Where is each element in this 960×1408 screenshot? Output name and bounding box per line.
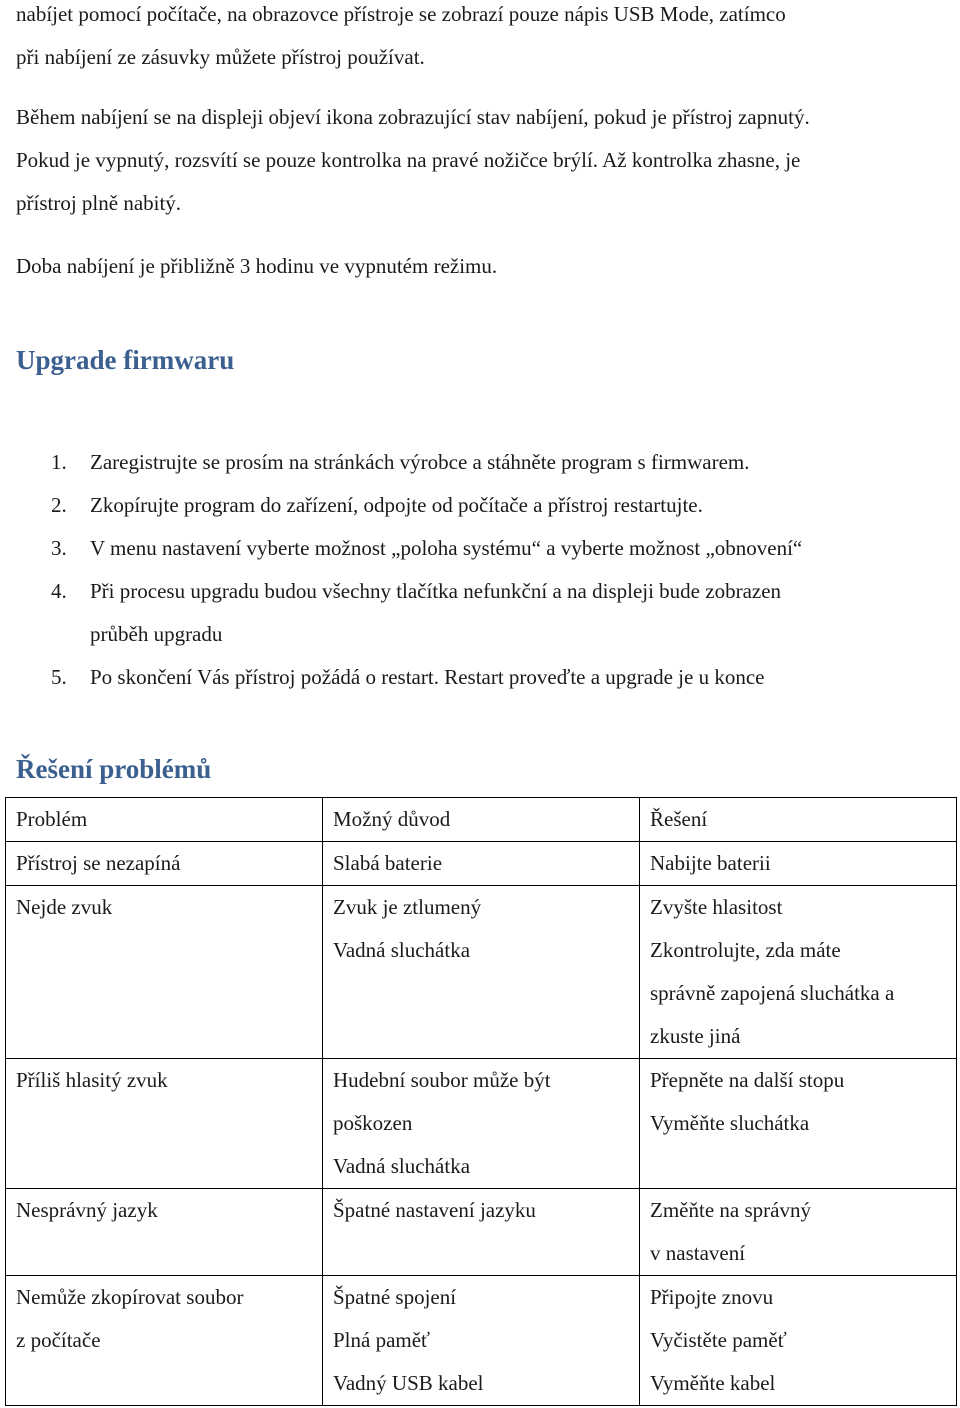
cell-line: v nastavení — [650, 1241, 746, 1265]
table-row — [6, 842, 957, 886]
cell-line: Připojte znovu — [650, 1285, 774, 1309]
step-number: 4. — [51, 579, 67, 603]
step-number: 3. — [51, 536, 67, 560]
firmware-step — [0, 441, 940, 484]
intro-line-1: nabíjet pomocí počítače, na obrazovce přístroje se zobrazí pouze nápis USB Mode, zatímco — [16, 2, 786, 26]
cell-line: Nabijte baterii — [650, 851, 771, 875]
step-text: Po skončení Vás přístroj požádá o restart. Restart proveďte a upgrade je u konce — [90, 665, 765, 689]
cell-line: Přístroj se nezapíná — [16, 851, 181, 875]
cell-line: Vadný USB kabel — [333, 1371, 484, 1395]
solution-cell — [640, 1276, 957, 1406]
cell-line: Zkontrolujte, zda máte — [650, 938, 841, 962]
solution-cell — [640, 842, 957, 886]
charging-paragraph — [16, 96, 946, 225]
cause-cell — [323, 1189, 640, 1276]
cell-line: Změňte na správný — [650, 1198, 811, 1222]
table-row — [6, 1059, 957, 1189]
step-text: V menu nastavení vyberte možnost „poloha systému“ a vyberte možnost „obnovení“ — [90, 536, 803, 560]
solution-cell — [640, 1059, 957, 1189]
cell-line: Vadná sluchátka — [333, 938, 471, 962]
problem-cell — [6, 842, 323, 886]
firmware-step — [0, 527, 940, 570]
cell-line: poškozen — [333, 1111, 413, 1135]
cause-cell — [323, 842, 640, 886]
cell-line: Přepněte na další stopu — [650, 1068, 845, 1092]
cause-cell — [323, 1059, 640, 1189]
solution-cell — [640, 886, 957, 1059]
cell-line: Zvyšte hlasitost — [650, 895, 783, 919]
problem-cell — [6, 1276, 323, 1406]
charging-line-2: Pokud je vypnutý, rozsvítí se pouze kontrolka na pravé nožičce brýlí. Až kontrolka zhasne, je — [16, 148, 801, 172]
cause-cell — [323, 886, 640, 1059]
step-text: Zkopírujte program do zařízení, odpojte od počítače a přístroj restartujte. — [90, 493, 703, 517]
step-text: Zaregistrujte se prosím na stránkách výrobce a stáhněte program s firmwarem. — [90, 450, 750, 474]
cause-cell — [323, 1276, 640, 1406]
cell-line: Vadná sluchátka — [333, 1154, 471, 1178]
cell-line: Nejde zvuk — [16, 895, 113, 919]
column-header-problem: Problém — [6, 798, 323, 842]
problem-cell — [6, 886, 323, 1059]
cell-line: Vyměňte sluchátka — [650, 1111, 810, 1135]
cell-line: zkuste jiná — [650, 1024, 741, 1048]
table-row — [6, 1276, 957, 1406]
firmware-heading: Upgrade firmwaru — [16, 345, 235, 375]
column-header-cause: Možný důvod — [323, 798, 640, 842]
cell-line: Slabá baterie — [333, 851, 443, 875]
firmware-steps — [0, 441, 940, 699]
cell-line: Příliš hlasitý zvuk — [16, 1068, 168, 1092]
cell-line: Špatné spojení — [333, 1285, 457, 1309]
cell-line: Hudební soubor může být — [333, 1068, 551, 1092]
cell-line: Plná paměť — [333, 1328, 431, 1352]
cell-line: Špatné nastavení jazyku — [333, 1198, 536, 1222]
charging-line-1: Během nabíjení se na displeji objeví ikona zobrazující stav nabíjení, pokud je přístroj zapnutý. — [16, 105, 810, 129]
firmware-step — [0, 570, 940, 656]
cell-line: Zvuk je ztlumený — [333, 895, 482, 919]
solution-cell — [640, 1189, 957, 1276]
cell-line: Nesprávný jazyk — [16, 1198, 158, 1222]
cell-line: správně zapojená sluchátka a — [650, 981, 895, 1005]
step-number: 5. — [51, 665, 67, 689]
troubleshooting-table — [5, 797, 957, 1406]
intro-paragraph — [16, 0, 946, 79]
cell-line: Nemůže zkopírovat soubor — [16, 1285, 244, 1309]
troubleshooting-heading: Řešení problémů — [16, 754, 212, 784]
firmware-step — [0, 484, 940, 527]
intro-line-2: při nabíjení ze zásuvky můžete přístroj používat. — [16, 45, 425, 69]
column-header-solution: Řešení — [640, 798, 957, 842]
step-text: Při procesu upgradu budou všechny tlačítka nefunkční a na displeji bude zobrazen — [90, 579, 782, 603]
cell-line: Vyčistěte paměť — [650, 1328, 787, 1352]
table-header-row — [6, 798, 957, 842]
duration-paragraph: Doba nabíjení je přibližně 3 hodinu ve vypnutém režimu. — [16, 254, 498, 278]
step-number: 1. — [51, 450, 67, 474]
cell-line: z počítače — [16, 1328, 101, 1352]
firmware-step — [0, 656, 940, 699]
charging-line-3: přístroj plně nabitý. — [16, 191, 182, 215]
problem-cell — [6, 1059, 323, 1189]
step-text-continuation: průběh upgradu — [90, 622, 223, 646]
table-row — [6, 1189, 957, 1276]
step-number: 2. — [51, 493, 67, 517]
problem-cell — [6, 1189, 323, 1276]
table-row — [6, 886, 957, 1059]
cell-line: Vyměňte kabel — [650, 1371, 776, 1395]
